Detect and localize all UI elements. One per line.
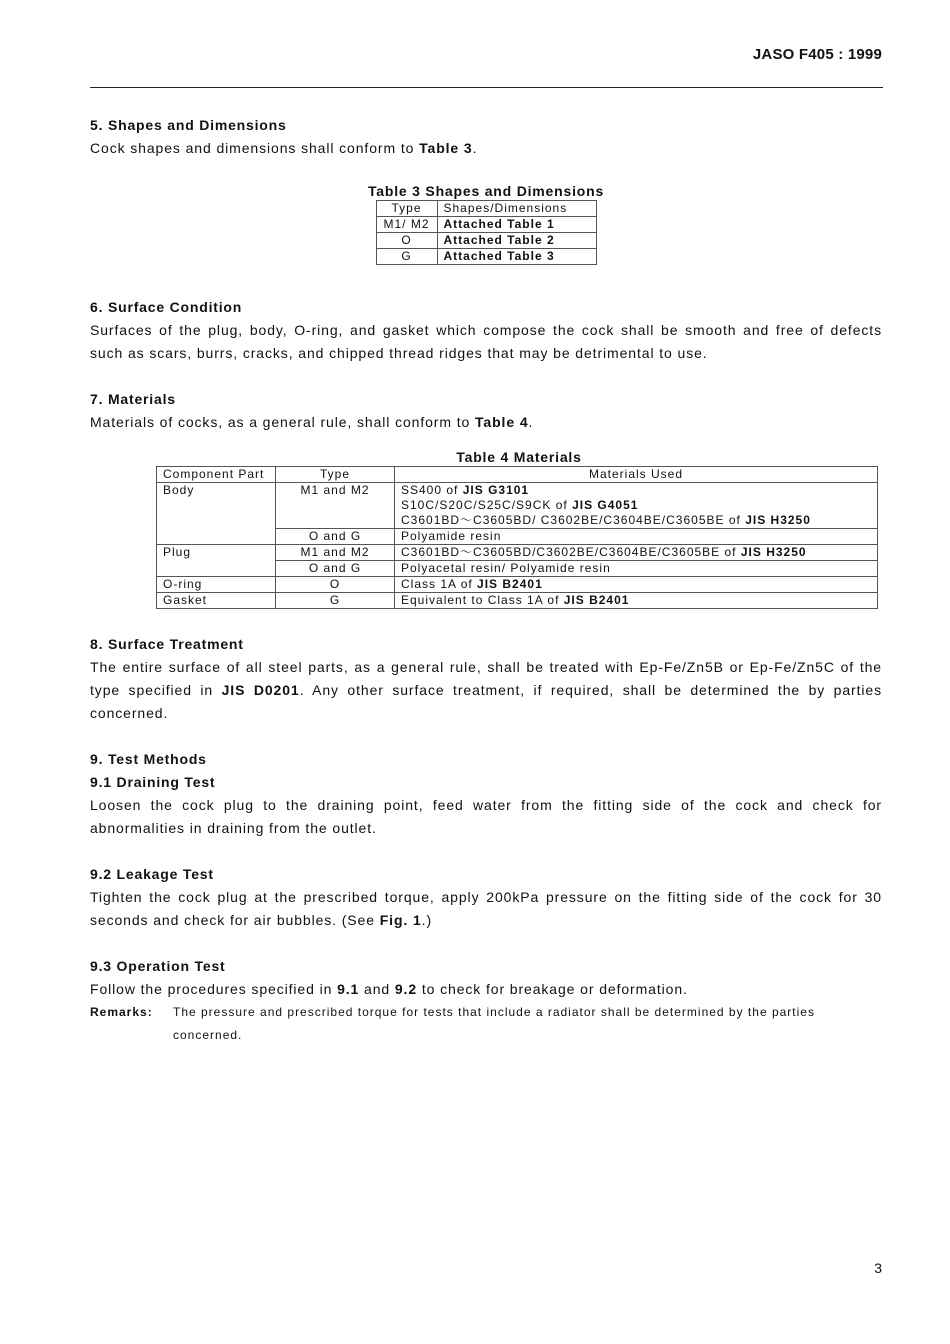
section-9-1-heading: 9.1 Draining Test	[90, 774, 216, 790]
table-cell: Equivalent to Class 1A of JIS B2401	[395, 593, 878, 609]
table-3	[376, 200, 597, 265]
table-cell: Polyamide resin	[395, 529, 878, 545]
table-header-cell: Type	[376, 201, 437, 217]
section-9-3-heading: 9.3 Operation Test	[90, 958, 226, 974]
table-row	[157, 593, 878, 609]
table-cell: Attached Table 2	[437, 233, 596, 249]
table-cell: C3601BD～C3605BD/C3602BE/C3604BE/C3605BE of JIS H3250	[395, 545, 878, 561]
table-header-cell: Shapes/Dimensions	[437, 201, 596, 217]
table-cell: M1 and M2	[276, 545, 395, 561]
table-row	[157, 467, 878, 483]
table-4-caption: Table 4 Materials	[456, 449, 582, 465]
table-header-cell: Type	[276, 467, 395, 483]
table-cell: M1/ M2	[376, 217, 437, 233]
table-4	[156, 466, 878, 609]
header-rule	[90, 87, 883, 88]
section-9-2-text: Tighten the cock plug at the prescribed torque, apply 200kPa pressure on the fitting side of the cock for 30 seconds and check for air bubbles. (See Fig. 1.)	[90, 889, 882, 928]
section-6-heading: 6. Surface Condition	[90, 299, 243, 315]
table-header-cell: Materials Used	[395, 467, 878, 483]
table-row	[376, 217, 596, 233]
jis-d0201-reference: JIS D0201	[221, 682, 300, 698]
table-cell: O	[376, 233, 437, 249]
table-row	[157, 545, 878, 561]
section-8-text: The entire surface of all steel parts, as a general rule, shall be treated with Ep-Fe/Zn5B or Ep-Fe/Zn5C of the type specified in JIS D0201. Any other surface treatment, if required, shall be determined the by parties concerned.	[90, 659, 882, 721]
table-row	[157, 577, 878, 593]
section-5-text: Cock shapes and dimensions shall conform to Table 3.	[90, 140, 478, 156]
table-cell: Gasket	[157, 593, 276, 609]
section-9-heading: 9. Test Methods	[90, 751, 207, 767]
section-7-text: Materials of cocks, as a general rule, shall conform to Table 4.	[90, 414, 534, 430]
table-cell: Plug	[157, 545, 276, 577]
table-3-reference: Table 3	[419, 140, 473, 156]
table-row	[157, 483, 878, 529]
section-8-heading: 8. Surface Treatment	[90, 636, 244, 652]
table-cell: Body	[157, 483, 276, 545]
section-9-3-text: Follow the procedures specified in 9.1 and 9.2 to check for breakage or deformation.	[90, 981, 688, 997]
table-row	[376, 249, 596, 265]
table-cell: G	[276, 593, 395, 609]
document-id: JASO F405 : 1999	[752, 46, 882, 63]
table-3-caption: Table 3 Shapes and Dimensions	[367, 183, 605, 199]
fig-1-reference: Fig. 1	[379, 912, 422, 928]
table-header-cell: Component Part	[157, 467, 276, 483]
remarks	[90, 1001, 882, 1047]
table-cell: SS400 of JIS G3101 S10C/S20C/S25C/S9CK of JIS G4051 C3601BD～C3605BD/ C3602BE/C3604BE/C3605BE of JIS H3250	[395, 483, 878, 529]
table-cell: M1 and M2	[276, 483, 395, 529]
table-cell: Attached Table 3	[437, 249, 596, 265]
table-cell: Attached Table 1	[437, 217, 596, 233]
section-9-2-heading: 9.2 Leakage Test	[90, 866, 214, 882]
page-content	[90, 114, 882, 1047]
table-cell: O-ring	[157, 577, 276, 593]
table-4-reference: Table 4	[475, 414, 529, 430]
table-cell: Class 1A of JIS B2401	[395, 577, 878, 593]
table-row	[376, 233, 596, 249]
remarks-text: The pressure and prescribed torque for tests that include a radiator shall be determined by the parties concerned.	[173, 1005, 815, 1042]
table-row	[376, 201, 596, 217]
section-7-heading: 7. Materials	[90, 391, 176, 407]
section-5-heading: 5. Shapes and Dimensions	[90, 117, 287, 133]
section-9-1-text: Loosen the cock plug to the draining point, feed water from the fitting side of the cock and check for abnormalities in draining from the outlet.	[90, 797, 882, 836]
table-cell: Polyacetal resin/ Polyamide resin	[395, 561, 878, 577]
remarks-label: Remarks:	[90, 1005, 153, 1019]
section-6-text: Surfaces of the plug, body, O-ring, and gasket which compose the cock shall be smooth and free of defects such as scars, burrs, cracks, and chipped thread ridges that may be detrimental to use.	[90, 322, 882, 361]
table-cell: O and G	[276, 529, 395, 545]
table-cell: O	[276, 577, 395, 593]
table-cell: O and G	[276, 561, 395, 577]
table-cell: G	[376, 249, 437, 265]
page-number: 3	[874, 1260, 882, 1276]
